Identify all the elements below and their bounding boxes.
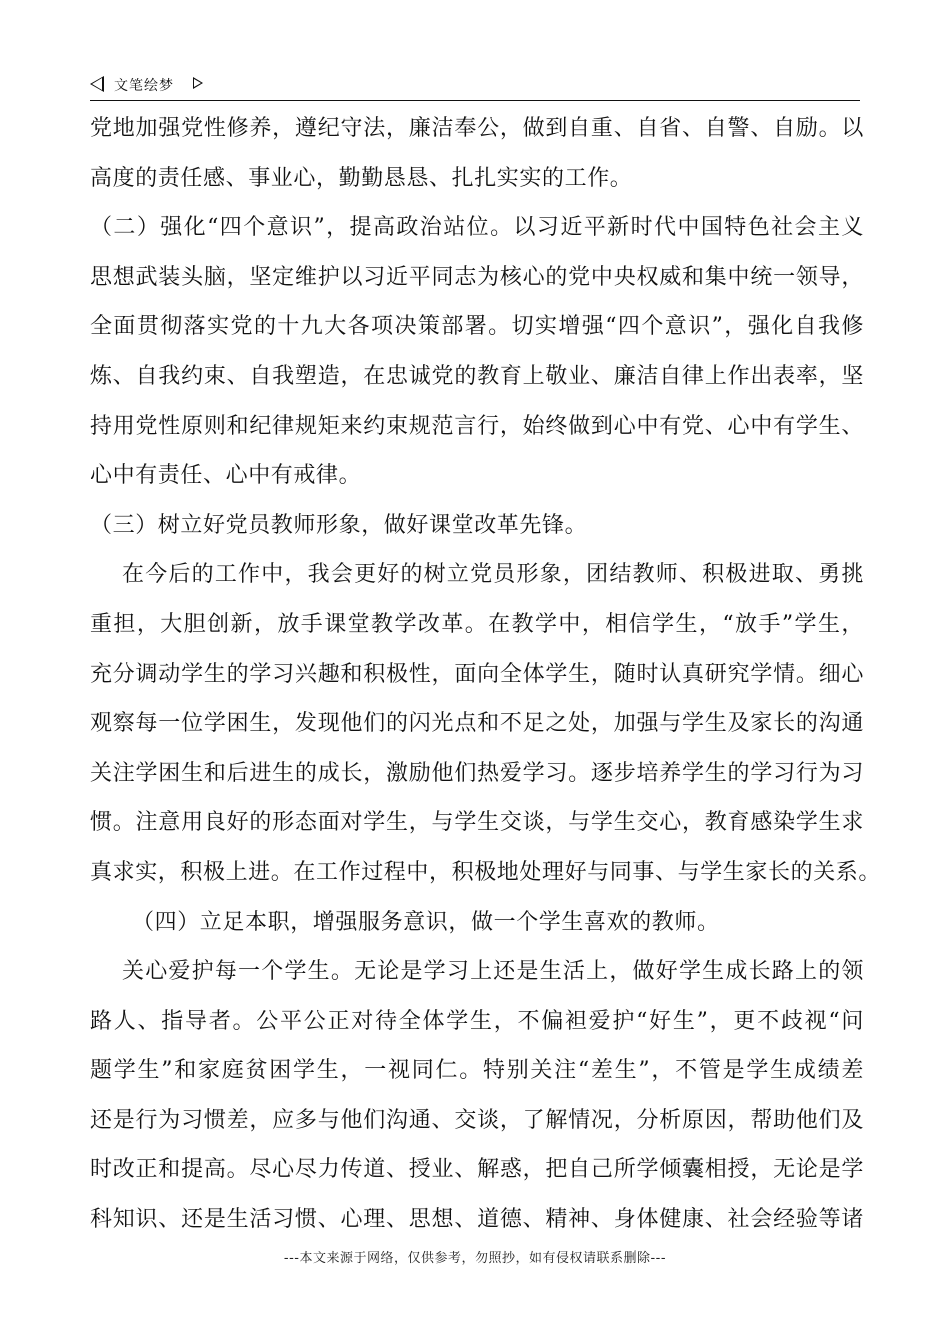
text-line: 高度的责任感、事业心，勤勤恳恳、扎扎实实的工作。 xyxy=(90,165,633,191)
header-brand: 文笔绘梦 xyxy=(114,78,174,94)
text-line: 真求实，积极上进。在工作过程中，积极地处理好与同事、与学生家长的关系。 xyxy=(90,859,882,885)
text-line: 路人、指导者。公平公正对待全体学生，不偏袒爱护“好生”，更不歧视“问 xyxy=(90,1008,864,1034)
text-line: 重担，大胆创新，放手课堂教学改革。在教学中，相信学生，“放手”学生， xyxy=(90,611,864,637)
text-line: 关心爱护每一个学生。无论是学习上还是生活上，做好学生成长路上的领 xyxy=(122,959,864,985)
page-header xyxy=(90,74,860,101)
text-line: 全面贯彻落实党的十九大各项决策部署。切实增强“四个意识”，强化自我修 xyxy=(90,314,864,340)
section-heading-2: （二）强化“四个意识”，提高政治站位。以习近平新时代中国特色社会主义 xyxy=(90,215,864,241)
text-line: 还是行为习惯差，应多与他们沟通、交谈，了解情况，分析原因，帮助他们及 xyxy=(90,1107,864,1133)
text-line: 思想武装头脑，坚定维护以习近平同志为核心的党中央权威和集中统一领导， xyxy=(90,264,864,290)
triangle-right-icon xyxy=(193,77,203,89)
text-line: 持用党性原则和纪律规矩来约束规范言行，始终做到心中有党、心中有学生、 xyxy=(90,413,864,439)
text-line: 科知识、还是生活习惯、心理、思想、道德、精神、身体健康、社会经验等诸 xyxy=(90,1207,864,1233)
text-line: 炼、自我约束、自我塑造，在忠诚党的教育上敬业、廉洁自律上作出表率，坚 xyxy=(90,363,864,389)
section-heading-3: （三）树立好党员教师形象，做好课堂改革先锋。 xyxy=(90,512,588,538)
text-line: 时改正和提高。尽心尽力传道、授业、解惑，把自己所学倾囊相授，无论是学 xyxy=(90,1157,864,1183)
document-body xyxy=(90,104,882,1245)
text-line: 观察每一位学困生，发现他们的闪光点和不足之处，加强与学生及家长的沟通 xyxy=(90,711,864,737)
triangle-left-icon xyxy=(90,76,104,92)
text-line: 在今后的工作中，我会更好的树立党员形象，团结教师、积极进取、勇挑 xyxy=(122,562,864,588)
section-heading-4: （四）立足本职，增强服务意识，做一个学生喜欢的教师。 xyxy=(132,909,720,935)
text-line: 题学生”和家庭贫困学生，一视同仁。特别关注“差生”，不管是学生成绩差 xyxy=(90,1058,864,1084)
text-line: 心中有责任、心中有戒律。 xyxy=(90,463,362,489)
footer-disclaimer: ---本文来源于网络，仅供参考，勿照抄，如有侵权请联系删除--- xyxy=(283,1251,667,1266)
text-line: 关注学困生和后进生的成长，激励他们热爱学习。逐步培养学生的学习行为习 xyxy=(90,760,864,786)
text-line: 党地加强党性修养，遵纪守法，廉洁奉公，做到自重、自省、自警、自励。以 xyxy=(90,116,864,141)
text-line: 惯。注意用良好的形态面对学生，与学生交谈，与学生交心，教育感染学生求 xyxy=(90,810,864,836)
text-line: 充分调动学生的学习兴趣和积极性，面向全体学生，随时认真研究学情。细心 xyxy=(90,661,864,687)
